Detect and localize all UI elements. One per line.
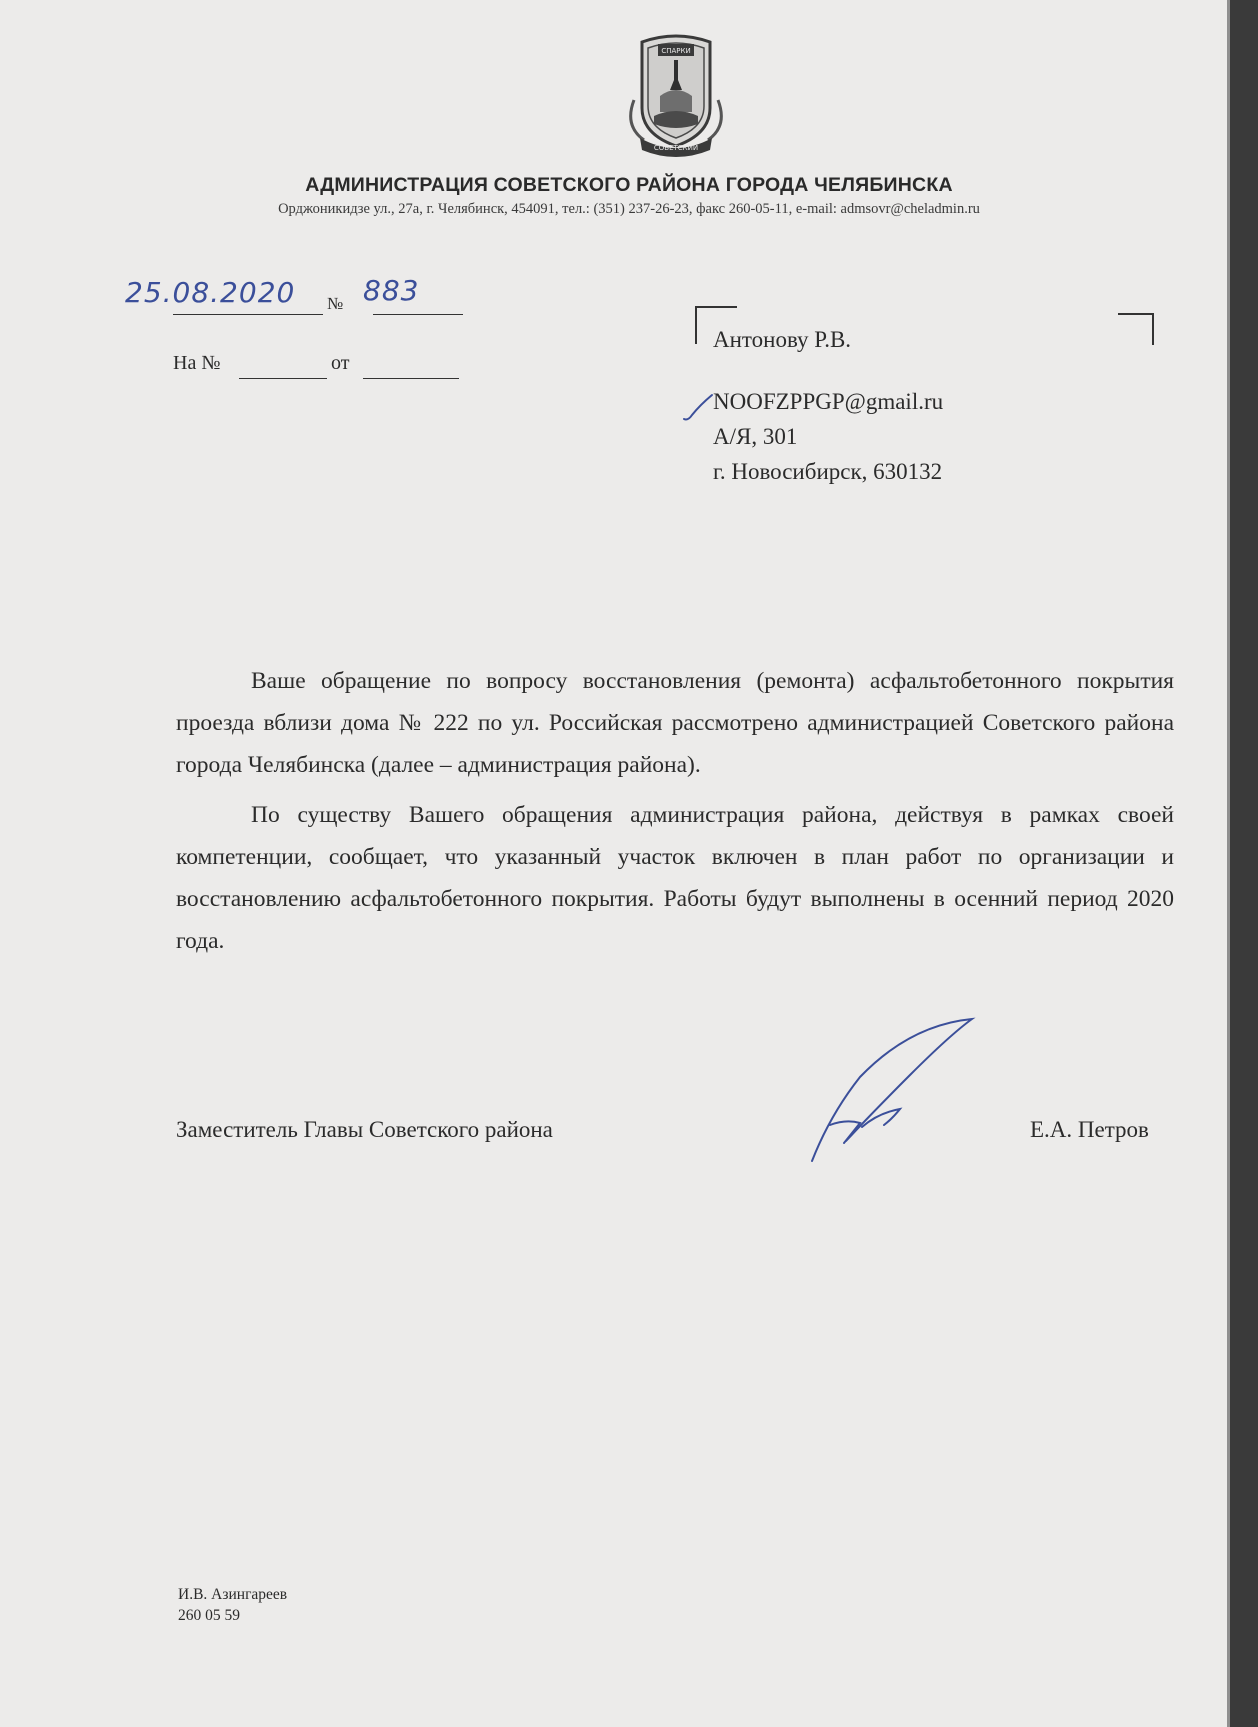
body-paragraph: По существу Вашего обращения администрация района, действуя в рамках своей компетенции, сообщает, что указанный участок включен в план работ по организации и восстановлению асфальтобетонного покрытия. Работы будут выполнены в осенний период 2020 года. bbox=[176, 802, 1174, 954]
executor-info bbox=[178, 1584, 287, 1626]
svg-text:СПАРКИ: СПАРКИ bbox=[661, 47, 691, 55]
handwritten-signature bbox=[800, 1015, 990, 1165]
registration-line bbox=[125, 270, 465, 320]
number-underline bbox=[373, 314, 463, 315]
body-paragraph: Ваше обращение по вопросу восстановления (ремонта) асфальтобетонного покрытия проезда вблизи дома № 222 по ул. Российская рассмотрено администрацией Советского района города Челябинска (далее – администрация района). bbox=[176, 668, 1174, 778]
scan-edge bbox=[1230, 0, 1258, 1727]
recipient-name: Антонову Р.В. bbox=[713, 327, 852, 352]
recipient-address-block bbox=[713, 384, 943, 489]
recipient-email: NOOFZPPGP@gmail.ru bbox=[713, 389, 944, 414]
registration-number-label: № bbox=[327, 294, 344, 313]
reply-from-label: от bbox=[331, 352, 350, 374]
reply-from-blank bbox=[363, 378, 459, 379]
reply-to-blank bbox=[239, 378, 327, 379]
organization-address: Орджоникидзе ул., 27а, г. Челябинск, 454091, тел.: (351) 237-26-23, факс 260-05-11, e-mail: admsovr@cheladmin.ru bbox=[278, 201, 980, 217]
recipient-po-box: А/Я, 301 bbox=[713, 424, 798, 449]
registration-number: 883 bbox=[363, 274, 420, 307]
signatory-title: Заместитель Главы Советского района bbox=[176, 1117, 553, 1142]
svg-text:СОВЕТСКИЙ: СОВЕТСКИЙ bbox=[653, 144, 699, 152]
executor-name: И.В. Азингареев bbox=[178, 1586, 288, 1603]
date-underline bbox=[173, 314, 323, 315]
coat-of-arms-emblem bbox=[620, 30, 732, 158]
recipient-city: г. Новосибирск, 630132 bbox=[713, 459, 943, 484]
signatory-name: Е.А. Петров bbox=[1030, 1117, 1149, 1142]
executor-phone: 260 05 59 bbox=[178, 1607, 240, 1624]
address-corner-top-right bbox=[1118, 313, 1154, 345]
pen-check-mark bbox=[682, 393, 714, 423]
reply-to-label: На № bbox=[173, 352, 221, 374]
organization-name: АДМИНИСТРАЦИЯ СОВЕТСКОГО РАЙОНА ГОРОДА ЧЕЛЯБИНСКА bbox=[305, 174, 953, 196]
registration-date: 25.08.2020 bbox=[125, 276, 296, 309]
letter-body bbox=[176, 660, 1174, 970]
